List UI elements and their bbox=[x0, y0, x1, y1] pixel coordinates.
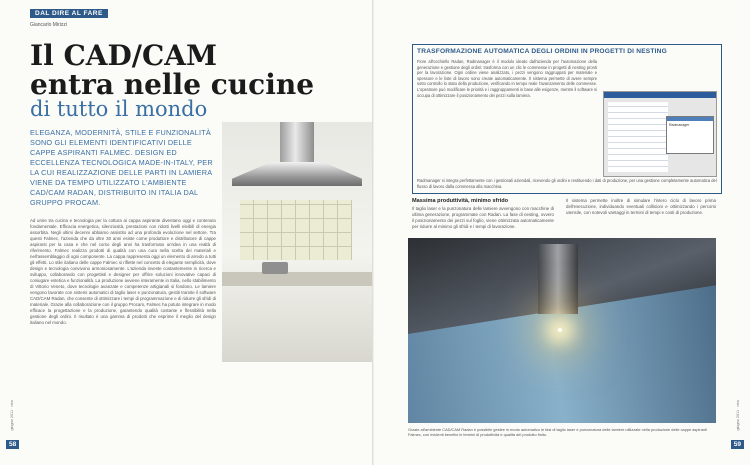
software-order-list bbox=[608, 102, 668, 172]
page-number-right: 59 bbox=[731, 440, 744, 449]
lead-paragraph: ELEGANZA, MODERNITÀ, STILE E FUNZIONALITÀ SONO GLI ELEMENTI IDENTIFICATIVI DELLE CAPPE ASPIRANTI FALMEC. DESIGN ED ECCELLENZA TECNOLOGICA MADE-IN-ITALY, PER LA CUI REALIZZAZIONE DELLE PARTI IN LAMIERA VIENE DA TEMPO UTILIZZATO L'AMBIENTE CAD/CAM RADAN, DISTRIBUITO IN ITALIA DAL GRUPPO PROCAM. bbox=[30, 128, 213, 207]
kitchen-counter bbox=[222, 272, 372, 286]
software-dialog-title: Radmanager bbox=[669, 123, 690, 127]
hood-chimney bbox=[280, 122, 314, 164]
laser-cutting-photo bbox=[408, 238, 716, 423]
running-footer-left: giugno 2011 · rmo bbox=[10, 400, 14, 431]
page-gutter bbox=[372, 0, 374, 465]
wall-tiles bbox=[240, 200, 352, 260]
body-text-right: Il sistema permette inoltre di simulare l'intero ciclo di lavoro prima dell'esecuzione, individuando eventuali collisioni e ottimizzando i percorsi utensile, con notevoli vantaggi in termini di tempi e costi di produzione. bbox=[566, 198, 716, 215]
boxed-article bbox=[412, 44, 722, 194]
boxed-text: Fiore all'occhiello Radan, Radmanager è il modulo ideato dall'azienda per l'automazione della generazione e gestione degli ordini: trasforma con un clic le commesse in progetti di nesting pronti per la lavorazione. Ogni ordine viene analizzato, i pezzi vengono raggruppati per materiale e spessore e le liste di lavoro sono create automaticamente. Il sistema permette di avere sempre sotto controllo lo stato della produzione, verificando in tempo reale l'avanzamento delle commesse. L'operatore può modificare le priorità e i raggruppamenti in base alle esigenze, mentre il software si occupa di ottimizzare il posizionamento dei pezzi sulla lamiera. bbox=[417, 59, 597, 98]
cooking-pot bbox=[262, 262, 288, 274]
boxed-title: TRASFORMAZIONE AUTOMATICA DEGLI ORDINI IN PROGETTI DI NESTING bbox=[417, 48, 667, 55]
title-line-2: entra nelle cucine bbox=[30, 68, 315, 101]
title-line-3: di tutto il mondo bbox=[30, 97, 208, 121]
title-line-1: Il CAD/CAM bbox=[30, 39, 218, 72]
kitchen-hood-photo bbox=[222, 122, 372, 362]
hood-canopy bbox=[232, 162, 362, 186]
laser-spark bbox=[558, 328, 562, 332]
page-number-left: 58 bbox=[6, 440, 19, 449]
column-heading: Massima produttività, minimo sfrido bbox=[412, 198, 509, 204]
running-footer-right: giugno 2011 · rmo bbox=[736, 400, 740, 431]
software-titlebar bbox=[604, 92, 716, 98]
software-dialog bbox=[666, 116, 714, 154]
body-text-mid: Il taglio laser e la punzonatura delle lamiere avvengono con macchine di ultima generazione, programmate con Radan. La fase di nesting, ovvero il posizionamento dei pezzi sul foglio, viene ottimizzata automaticamente per ridurre al minimo gli sfridi e i tempi di lavorazione. bbox=[412, 206, 554, 229]
boxed-text-wide: Radmanager si integra perfettamente con i gestionali aziendali, ricevendo gli ordini e restituendo i dati di produzione, per una gestione completamente automatica del flusso di lavoro dalla commessa alla macchina. bbox=[417, 178, 717, 189]
software-screenshot bbox=[603, 91, 717, 177]
author-line: Giancarlo Mirizzi bbox=[30, 22, 67, 28]
photo-caption: Grazie all'ambiente CAD/CAM Radan è possibile gestire in modo automatico le fasi di taglio laser e punzonatura delle lamiere utilizzate nella produzione delle cappe aspiranti Falmec, con evidenti benefici in termini di produttività e qualità del prodotto finito. bbox=[408, 427, 707, 437]
body-text-left: Ad unire tra cucina e tecnologia per la cottura ai cappa aspirante diventano oggi e contenuto fondamentale. Efficacia energetica, silenziosità, prestazioni con ridotti livelli eleibili di energia assorbita. Negli ultimi decenni abbiamo assistito ad una profonda evoluzione nel settore. Tra questi Falmec, l'azienda che da oltre 30 anni esiste come produttore e distributore di cappe aspiranti per la casa e che nel corso degli anni ha trasformato un'idea in una realtà di riferimento. Falmec realizza prodotti di qualità con una cura nella scelta dei materiali e nell'assemblaggio di ogni componente. La cappa rappresenta oggi un elemento di arredo a tutti gli effetti. Lo stile italiano delle cappe Falmec si riflette nel concetto di elegante semplicità, dove design e tecnologia convivono armoniosamente. L'azienda investe costantemente in ricerca e sviluppo, collaborando con progettisti e designer per offrire soluzioni innovative capaci di coniugare estetica e funzionalità. La produzione avviene interamente in Italia, nello stabilimento di Vittorio Veneto, dove tecnologie avanzate e competenze artigianali si fondono. Le lamiere vengono lavorate con sistemi automatici di taglio laser e punzonatura, gestiti tramite il software CAD/CAM Radan, che consente di ottimizzare i tempi di programmazione e di ridurre gli sfridi di materiale. Grazie alla collaborazione con il gruppo Procam, Falmec ha potuto integrare in modo efficace la progettazione e la produzione, garantendo qualità costante e flessibilità nella gestione degli ordini. Il risultato è una gamma di prodotti che esprime il meglio del design italiano nel mondo. bbox=[30, 218, 216, 325]
section-tag: DAL DIRE AL FARE bbox=[30, 9, 108, 18]
laser-head bbox=[538, 244, 578, 314]
